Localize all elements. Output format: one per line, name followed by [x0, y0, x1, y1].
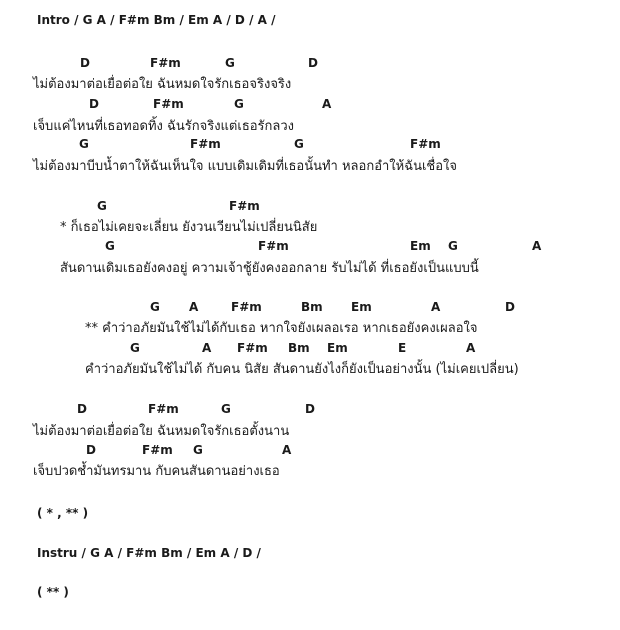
chord-label: A [282, 443, 292, 457]
chord-label: G [97, 199, 107, 213]
chord-label: A [322, 97, 332, 111]
lyric-line: เจ็บแค่ไหนที่เธอทอดทิ้ง ฉันรักจริงแต่เธอรักลวง [33, 119, 295, 134]
chord-label: F#m [142, 443, 173, 457]
chord-label: G [448, 239, 458, 253]
chord-label: Em [351, 300, 372, 314]
chord-label: F#m [237, 341, 268, 355]
chord-row [0, 137, 620, 153]
chord-label: F#m [410, 137, 441, 151]
chord-row [0, 56, 620, 72]
lyric-line: ** คำว่าอภัยมันใช้ไม่ได้กับเธอ หากใจยังเผลอเรอ หากเธอยังคงเผลอใจ [85, 321, 478, 336]
lyric-line: ไม่ต้องมาบีบน้ำตาให้ฉันเห็นใจ แบบเดิมเดิมที่เธอนั้นทำ หลอกอำให้ฉันเชื่อใจ [33, 159, 458, 174]
chord-row [0, 199, 620, 215]
chord-label: G [225, 56, 235, 70]
chord-label: D [305, 402, 315, 416]
chord-label: F#m [258, 239, 289, 253]
chord-label: F#m [148, 402, 179, 416]
chord-row [0, 402, 620, 418]
intro-label: Intro [37, 13, 70, 27]
chord-label: F#m [190, 137, 221, 151]
lyric-line: ไม่ต้องมาต่อเยื่อต่อใย ฉันหมดใจรักเธอจริงจริง [33, 77, 292, 92]
chord-label: A [466, 341, 476, 355]
chord-label: Em [327, 341, 348, 355]
chord-label: G [79, 137, 89, 151]
chord-label: D [89, 97, 99, 111]
intro-progression: / G A / F#m Bm / Em A / D / A / [69, 13, 276, 27]
instru-progression: / G A / F#m Bm / Em A / D / [77, 546, 261, 560]
lyric-line: * ก็เธอไม่เคยจะเลี่ยน ยังวนเวียนไม่เปลี่ยนนิสัย [60, 220, 318, 235]
chord-label: F#m [153, 97, 184, 111]
instru-line [37, 546, 261, 560]
chord-label: A [202, 341, 212, 355]
chord-label: Bm [301, 300, 323, 314]
chord-label: D [505, 300, 515, 314]
lyric-line: สันดานเดิมเธอยังคงอยู่ ความเจ้าชู้ยังคงออกลาย รับไม่ได้ ที่เธอยังเป็นแบบนี้ [60, 261, 479, 276]
chord-row [0, 341, 620, 357]
chord-label: G [294, 137, 304, 151]
chord-label: G [150, 300, 160, 314]
chord-label: A [189, 300, 199, 314]
chord-label: D [80, 56, 90, 70]
chord-row [0, 443, 620, 459]
chord-label: G [221, 402, 231, 416]
intro-line [37, 13, 275, 27]
repeat-marker: ( * , ** ) [37, 506, 89, 520]
chord-label: D [86, 443, 96, 457]
chord-label: G [234, 97, 244, 111]
chord-label: A [431, 300, 441, 314]
chord-label: E [398, 341, 407, 355]
lyric-line: ไม่ต้องมาต่อเยื่อต่อใย ฉันหมดใจรักเธอตั้งนาน [33, 424, 290, 439]
chord-label: F#m [229, 199, 260, 213]
chord-label: Em [410, 239, 431, 253]
repeat-marker: ( ** ) [37, 585, 69, 599]
lyric-line: คำว่าอภัยมันใช้ไม่ได้ กับคน นิสัย สันดานยังไงก็ยังเป็นอย่างนั้น (ไม่เคยเปลี่ยน) [85, 362, 519, 377]
chord-label: D [308, 56, 318, 70]
chord-row [0, 239, 620, 255]
chord-row [0, 300, 620, 316]
chord-label: G [193, 443, 203, 457]
chord-label: G [130, 341, 140, 355]
chord-label: D [77, 402, 87, 416]
chord-label: F#m [150, 56, 181, 70]
chord-label: G [105, 239, 115, 253]
chord-row [0, 97, 620, 113]
chord-label: Bm [288, 341, 310, 355]
chord-label: A [532, 239, 542, 253]
lyric-line: เจ็บปวดช้ำมันทรมาน กับคนสันดานอย่างเธอ [33, 464, 280, 479]
instru-label: Instru [37, 546, 78, 560]
chord-label: F#m [231, 300, 262, 314]
